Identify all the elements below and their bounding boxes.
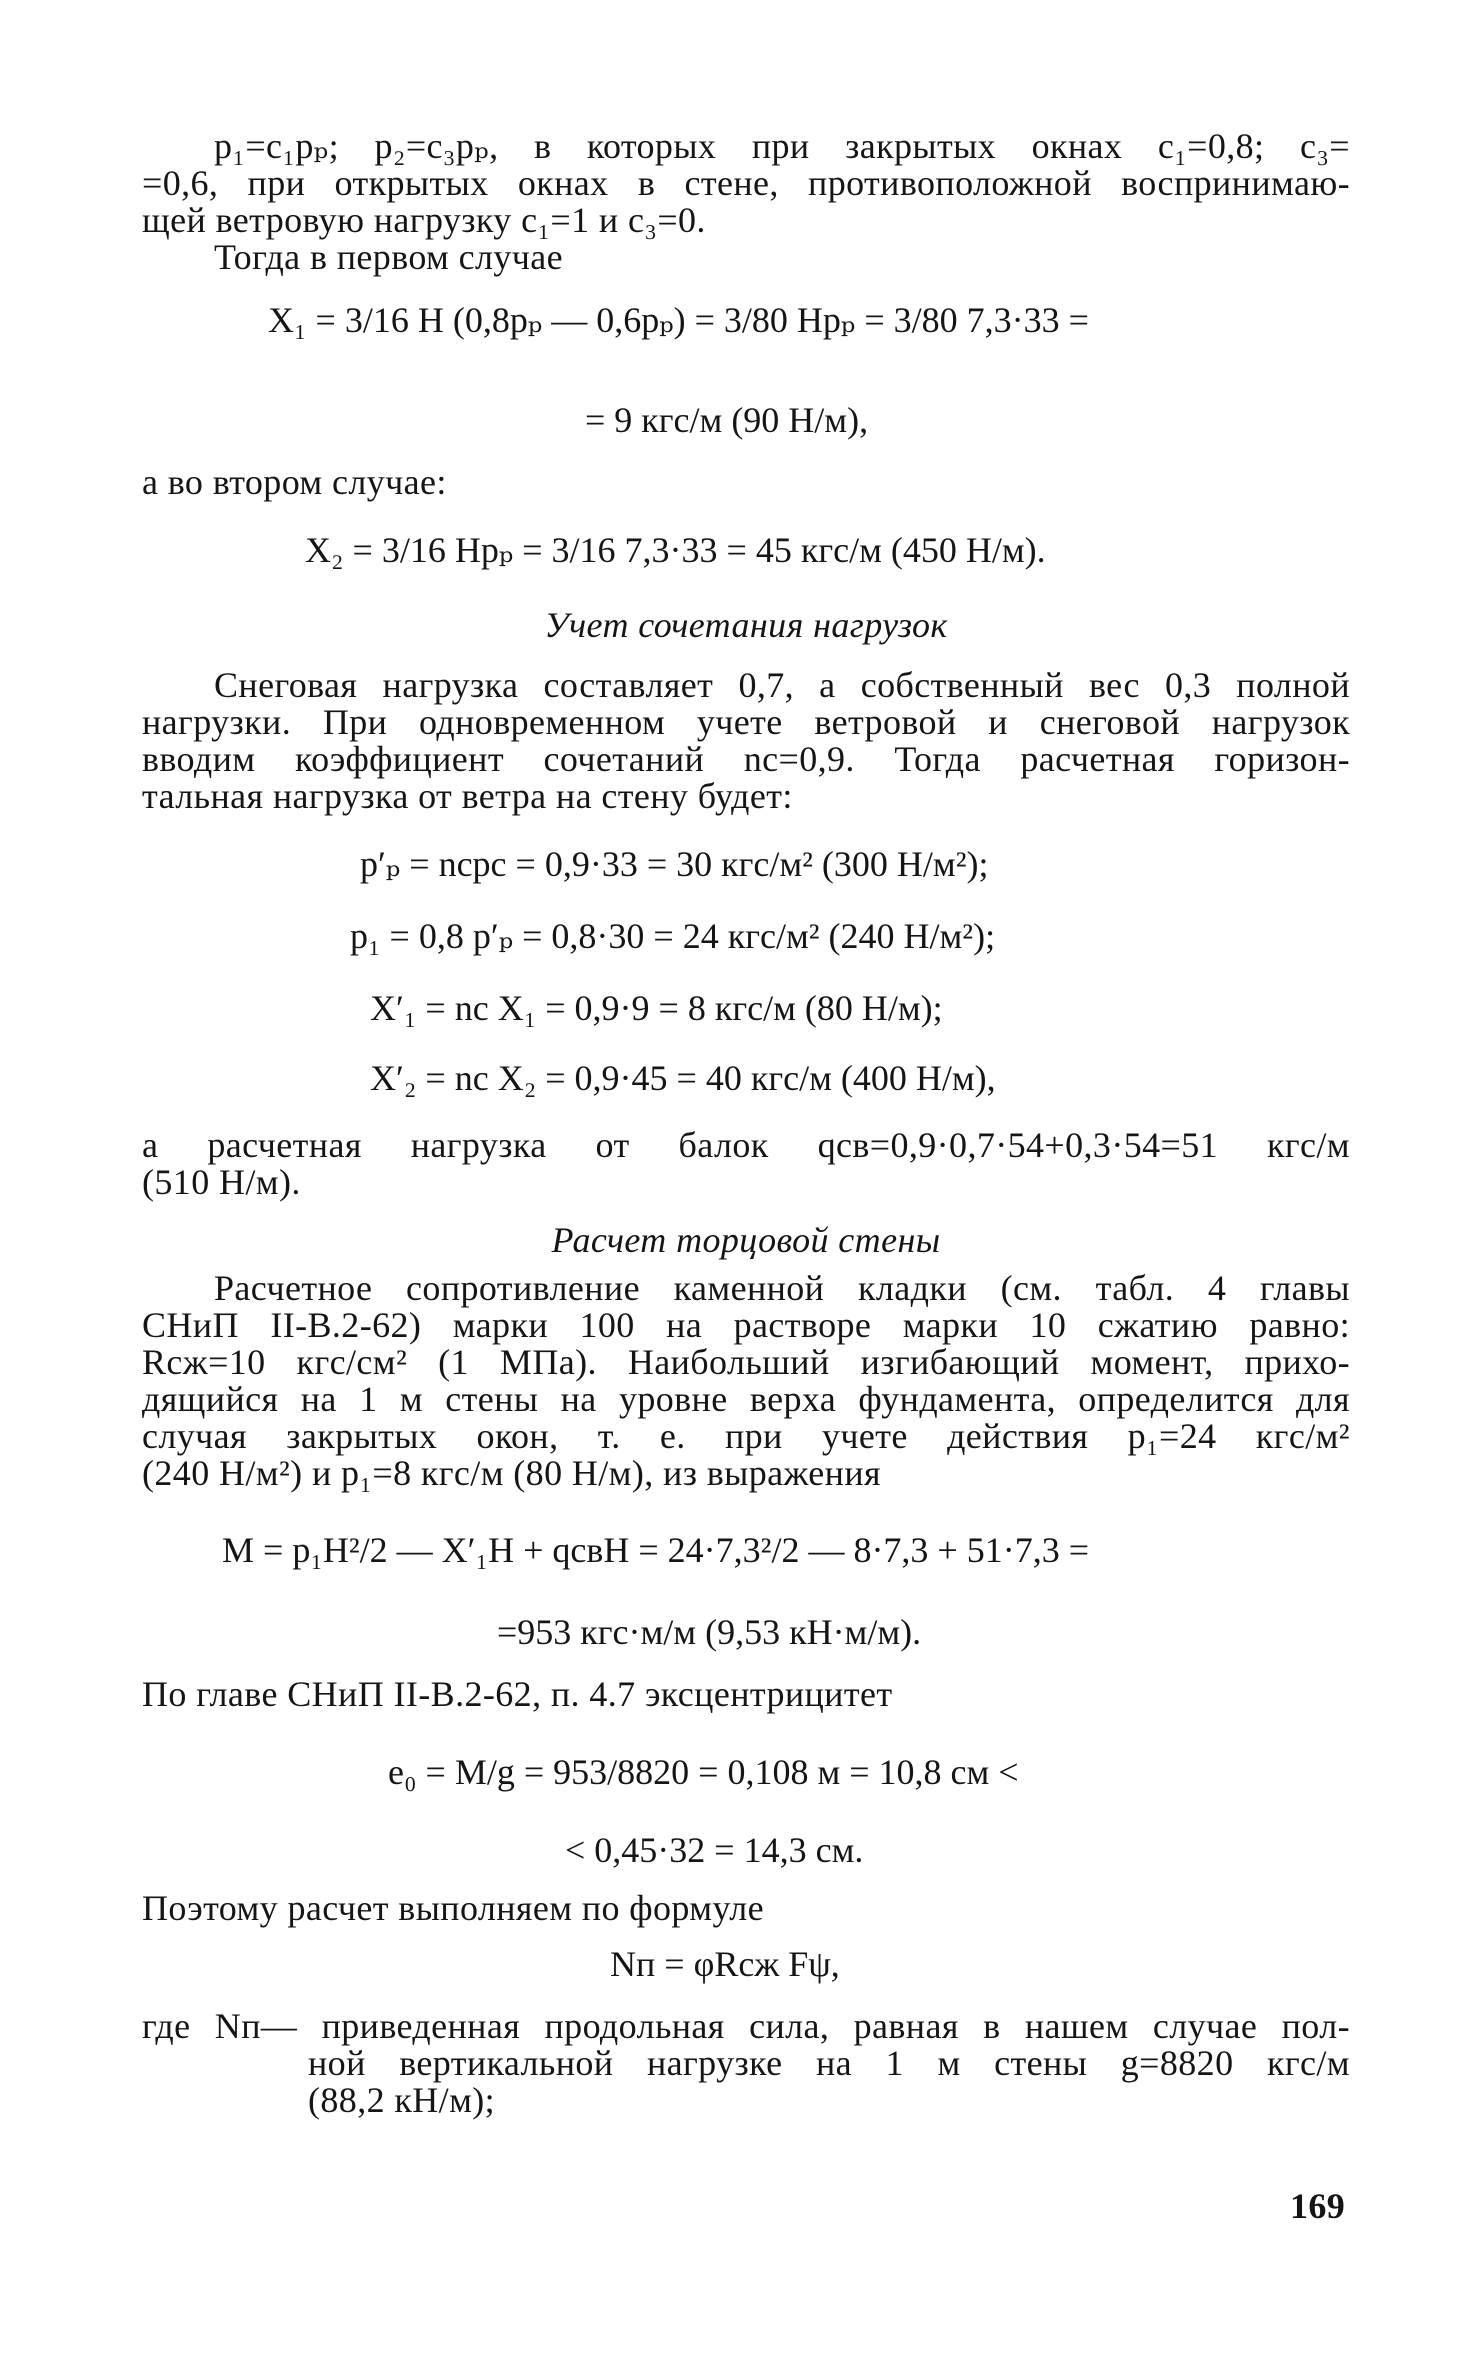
paragraph-line: (510 Н/м). xyxy=(142,1162,301,1202)
formula-eccentricity-check: < 0,45·32 = 14,3 см. xyxy=(565,1830,864,1870)
page-number: 169 xyxy=(1290,2186,1346,2226)
paragraph-line: =0,6, при открытых окнах в стене, противоположной воспринимаю- xyxy=(142,163,1350,203)
paragraph-line: дящийся на 1 м стены на уровне верха фундамента, определится для xyxy=(142,1379,1350,1419)
paragraph-line: а во втором случае: xyxy=(142,462,447,502)
paragraph-line: (240 Н/м²) и p₁=8 кгс/м (80 Н/м), из выражения xyxy=(142,1453,881,1493)
formula-moment-result: =953 кгс·м/м (9,53 кН·м/м). xyxy=(497,1612,922,1652)
paragraph-line: случая закрытых окон, т. е. при учете действия p₁=24 кгс/м² xyxy=(142,1416,1350,1456)
paragraph-line: Расчетное сопротивление каменной кладки (см. табл. 4 главы xyxy=(214,1268,1350,1308)
formula-eccentricity: e₀ = M/g = 953/8820 = 0,108 м = 10,8 см < xyxy=(388,1752,1019,1792)
formula-p1: p₁ = 0,8 p′ₚ = 0,8·30 = 24 кгс/м² (240 Н/м²); xyxy=(350,916,996,956)
formula-moment: M = p₁H²/2 — X′₁H + qсвH = 24·7,3²/2 — 8·7,3 + 51·7,3 = xyxy=(222,1530,1090,1570)
paragraph-line: вводим коэффициент сочетаний nс=0,9. Тогда расчетная горизон- xyxy=(142,739,1350,779)
section-heading: Учет сочетания нагрузок xyxy=(544,605,948,645)
formula-x2: X₂ = 3/16 Hpₚ = 3/16 7,3·33 = 45 кгс/м (450 Н/м). xyxy=(305,530,1046,570)
paragraph-line: щей ветровую нагрузку c₁=1 и c₃=0. xyxy=(142,200,706,240)
paragraph-line: Rсж=10 кгс/см² (1 МПа). Наибольший изгибающий момент, прихо- xyxy=(142,1342,1350,1382)
formula-x1-result: = 9 кгс/м (90 Н/м), xyxy=(585,400,869,440)
paragraph-line: тальная нагрузка от ветра на стену будет: xyxy=(142,776,793,816)
paragraph-line: p₁=c₁pₚ; p₂=c₃pₚ, в которых при закрытых окнах c₁=0,8; c₃= xyxy=(214,126,1350,166)
paragraph-line: а расчетная нагрузка от балок qсв=0,9·0,7·54+0,3·54=51 кгс/м xyxy=(142,1125,1350,1165)
formula-x2-prime: X′₂ = nс X₂ = 0,9·45 = 40 кгс/м (400 Н/м), xyxy=(370,1058,996,1098)
paragraph-line: Тогда в первом случае xyxy=(214,237,564,277)
section-heading: Расчет торцовой стены xyxy=(551,1220,941,1260)
formula-x1-prime: X′₁ = nс X₁ = 0,9·9 = 8 кгс/м (80 Н/м); xyxy=(370,988,943,1028)
paragraph-line: Снеговая нагрузка составляет 0,7, а собственный вес 0,3 полной xyxy=(214,665,1350,705)
formula-x1: X₁ = 3/16 H (0,8pₚ — 0,6pₚ) = 3/80 Hpₚ = 3/80 7,3·33 = xyxy=(268,300,1089,340)
paragraph-line: нагрузки. При одновременном учете ветровой и снеговой нагрузок xyxy=(142,702,1350,742)
paragraph-line: Поэтому расчет выполняем по формуле xyxy=(142,1888,765,1928)
paragraph-line: где Nп— приведенная продольная сила, равная в нашем случае пол- xyxy=(142,2006,1350,2046)
paragraph-line: СНиП II-В.2-62) марки 100 на растворе марки 10 сжатию равно: xyxy=(142,1305,1350,1345)
paragraph-line: (88,2 кН/м); xyxy=(308,2080,496,2120)
formula-pp-prime: p′ₚ = nсpс = 0,9·33 = 30 кгс/м² (300 Н/м²); xyxy=(360,844,989,884)
paragraph-line: ной вертикальной нагрузке на 1 м стены g=8820 кгс/м xyxy=(308,2043,1350,2083)
paragraph-line: По главе СНиП II-В.2-62, п. 4.7 эксцентрицитет xyxy=(142,1674,893,1714)
formula-np: Nп = φRсж Fψ, xyxy=(610,1944,840,1984)
